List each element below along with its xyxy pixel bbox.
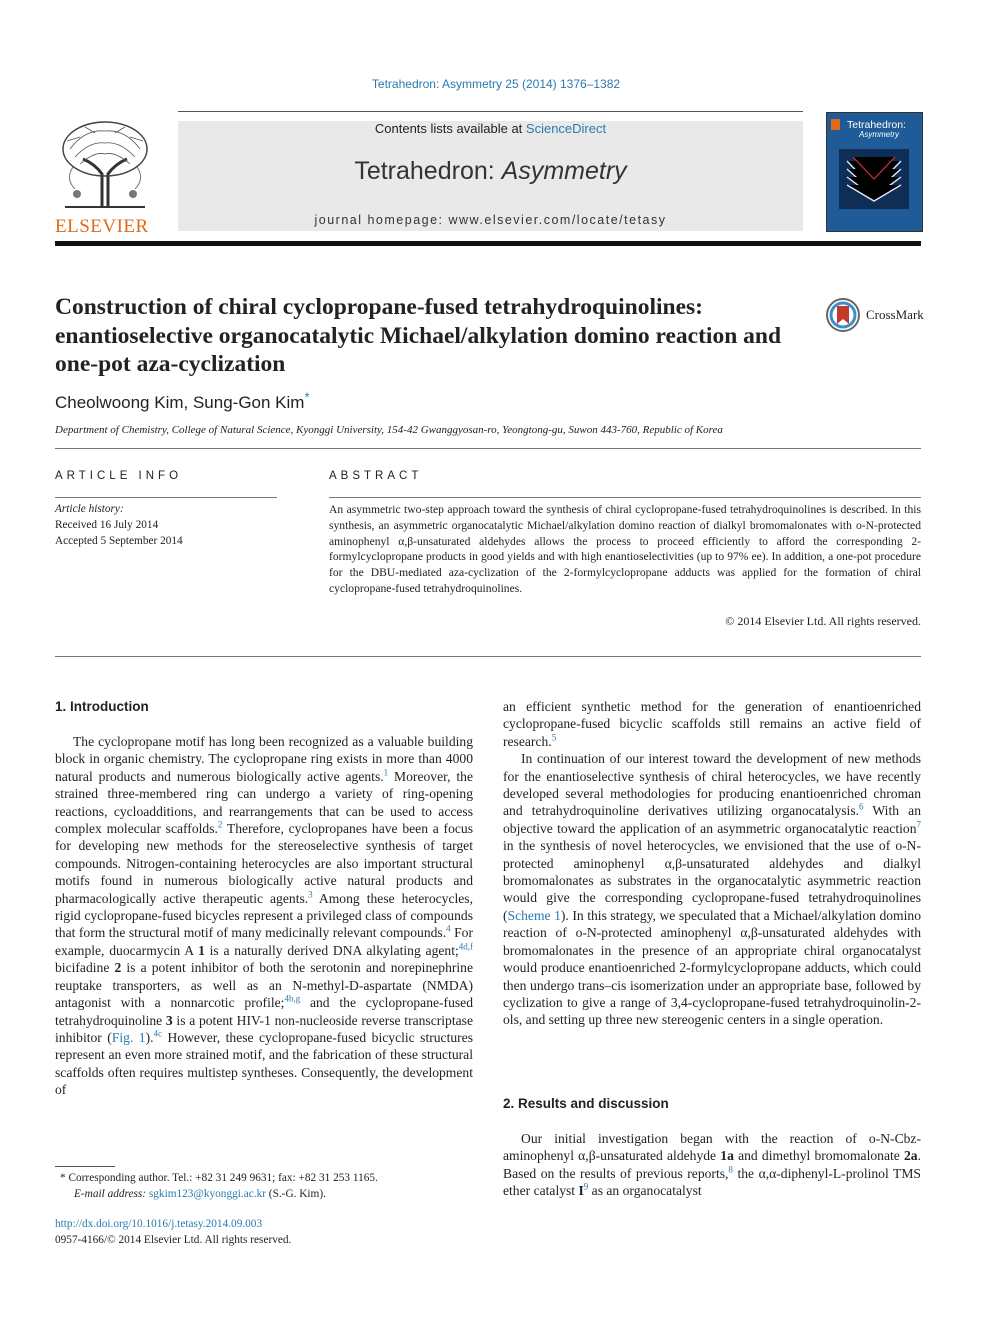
footnote-text: Corresponding author. Tel.: +82 31 249 9631; fax: +82 31 253 1165. — [65, 1172, 378, 1184]
author-names: Cheolwoong Kim, Sung-Gon Kim — [55, 393, 305, 412]
article-info-heading: ARTICLE INFO — [55, 470, 183, 482]
abstract-copyright: © 2014 Elsevier Ltd. All rights reserved. — [725, 614, 921, 628]
journal-citation[interactable]: Tetrahedron: Asymmetry 25 (2014) 1376–1382 — [371, 77, 621, 91]
ref-link[interactable]: 4 — [446, 923, 451, 934]
ref-link[interactable]: 9 — [583, 1181, 589, 1192]
cover-subtitle: Asymmetry — [859, 130, 899, 139]
results-column — [503, 1130, 921, 1200]
doi-link[interactable]: http://dx.doi.org/10.1016/j.tetasy.2014.09.003 — [55, 1218, 263, 1230]
section-2-heading: 2. Results and discussion — [503, 1096, 669, 1111]
cover-graphic-icon — [839, 149, 909, 209]
contents-prefix: Contents lists available at — [374, 121, 526, 136]
received-date: Received 16 July 2014 — [55, 519, 159, 531]
ref-link[interactable]: 5 — [551, 732, 557, 743]
figure-1-link[interactable]: Fig. 1 — [111, 1029, 146, 1045]
ref-link[interactable]: 7 — [916, 819, 921, 830]
abstract-bottom-rule — [55, 656, 921, 657]
intro-paragraph-1: The cyclopropane motif has long been recognized as a valuable building block in organic chemistry. The cyclopropane ring exists in more than 4000 natural products and numerous biologically active agents.$^1$ Moreover, the strained three-membered ring can undergo a variety of ring-opening reactions, cycloadditions, and rearrangements that can be used to access complex molecular scaffolds.$^2$ Therefore, cyclopropanes have been a focus for developing new methods for the stereoselective synthesis of target compounds. Nitrogen-containing heterocycles are also important structural motifs found in numerous biologically active natural products and pharmacologically active therapeutic agents.$^3$ Among these heterocycles, rigid cyclopropane-fused bicycles represent a privileged class of compounds that form the structural motif of many medicinally relevant compounds.$^4$ For example, duocarmycin A 1 is a naturally derived DNA alkylating agent;$^{4d,f}$ bicifadine 2 is a potent inhibitor of both the serotonin and norepinephrine reuptake transporters, as well as an N-methyl-D-aspartate (NMDA) antagonist with a nonnarcotic profile;$^{4b,g}$ and the cyclopropane-fused tetrahydroquinoline 3 is a potent HIV-1 non-nucleoside reverse transcriptase inhibitor (Fig. 1).$^{4c}$ However, these cyclopropane-fused bicyclic structures represent an even more strained motif, and the fabrication of these structural scaffolds often requires multistep syntheses. Consequently, the development of — [55, 734, 473, 1098]
elsevier-tree-icon — [55, 119, 155, 211]
author-line — [55, 389, 310, 413]
ref-link[interactable]: 3 — [308, 889, 313, 900]
header-top-rule — [178, 111, 803, 112]
issn-line: 0957-4166/© 2014 Elsevier Ltd. All rights reserved. — [55, 1234, 292, 1246]
corresponding-author-mark[interactable]: * — [304, 389, 310, 405]
affiliation-rule — [55, 448, 921, 449]
ref-link[interactable]: 4c — [153, 1028, 163, 1039]
email-label: E-mail address: — [74, 1188, 149, 1200]
results-paragraph-1: Our initial investigation began with the reaction of o-N-Cbz-aminophenyl α,β-unsaturated aldehyde 1a and dimethyl bromomalonate 2a. Based on the results of previous reports,$^8$ the α,α-diphenyl-L-prolinol TMS ether catalyst $I^9$ as an organocatalyst — [503, 1131, 921, 1199]
ref-link[interactable]: 4d,f — [458, 941, 473, 952]
ref-link[interactable]: 6 — [859, 801, 864, 812]
history-label: Article history: — [55, 503, 124, 515]
email-link[interactable]: sgkim123@kyonggi.ac.kr — [148, 1188, 266, 1200]
crossmark-badge[interactable] — [826, 298, 924, 334]
scheme-1-link[interactable]: Scheme 1 — [507, 907, 561, 923]
ref-link[interactable]: 2 — [217, 819, 223, 830]
journal-name: Tetrahedron: Asymmetry — [354, 157, 627, 185]
doi-block — [55, 1216, 291, 1248]
journal-cover — [826, 112, 923, 232]
journal-homepage[interactable]: journal homepage: www.elsevier.com/locate/tetasy — [314, 213, 667, 227]
ref-link[interactable]: 1 — [383, 767, 389, 778]
abstract-heading: ABSTRACT — [329, 470, 423, 482]
intro-paragraph-2: In continuation of our interest toward the development of new methods for the enantioselective synthesis of chiral heterocycles, we have recently developed several methodologies for producing enantioenriched chroman and tetrahydroquinoline derivatives utilizing organocatalysis.$^6$ With an objective toward the application of an asymmetric organocatalytic reaction$^7$ in the synthesis of novel heterocycles, we envisioned that the use of o-N-protected aminophenyl α,β-unsaturated aldehydes and dialkyl bromomalonates as substrates in the organocatalytic asymmetric reaction would give the corresponding cyclopropane-fused tetrahydroquinolines (Scheme 1). In this strategy, we speculated that a Michael/alkylation domino reaction of o-N-protected aminophenyl α,β-unsaturated aldehydes with bromomalonates in the presence of an appropriate chiral organocatalyst would produce enantioenriched 2-formylcyclopropane adducts, which could then undergo trans–cis isomerization under an appropriate base, followed by cyclization to give a range of 3,4-cyclopropane-fused tetrahydroquinolin-2-ols, and setting up three new stereogenic centers in a single operation. — [503, 751, 922, 1028]
crossmark-label: CrossMark — [866, 307, 924, 322]
footnote-rule — [55, 1166, 115, 1167]
ref-link[interactable]: 8 — [728, 1164, 733, 1175]
ref-link[interactable]: 4b,g — [284, 993, 301, 1004]
accepted-date: Accepted 5 September 2014 — [55, 535, 183, 547]
affiliation: Department of Chemistry, College of Natural Science, Kyonggi University, 154-42 Gwanggyosan-ro, Yeongtong-gu, Suwon 443-760, Republic of Korea — [55, 424, 723, 436]
article-title: Construction of chiral cyclopropane-fused tetrahydroquinolines: enantioselective organocatalytic Michael/alkylation domino reaction and one-pot aza-cyclization — [55, 294, 782, 377]
footnote-mark: * — [60, 1172, 66, 1184]
sciencedirect-link[interactable]: ScienceDirect — [525, 121, 607, 136]
intro-column-right — [503, 698, 921, 1029]
section-1-heading: 1. Introduction — [55, 699, 149, 714]
email-suffix: (S.-G. Kim). — [265, 1188, 326, 1200]
article-info-rule — [55, 497, 277, 498]
intro-column-left — [55, 733, 473, 1099]
abstract-rule — [329, 497, 921, 498]
elsevier-logo — [55, 119, 155, 237]
crossmark-icon — [826, 298, 860, 332]
intro-paragraph-1-continued: an efficient synthetic method for the generation of enantioenriched cyclopropane-fused bicyclic scaffolds still remains an active field of research.$^5$ — [503, 699, 921, 749]
article-history — [55, 501, 183, 549]
header-bottom-rule — [55, 241, 921, 246]
abstract-text: An asymmetric two-step approach toward the synthesis of chiral cyclopropane-fused tetrahydroquinolines is described. In this synthesis, an asymmetric organocatalytic Michael/alkylation domino reaction of dialkyl bromomalonates with o-N-protected aminophenyl α,β-unsaturated aldehydes allows the process to proceed efficiently to afford the corresponding 2-formylcyclopropane products in good yields and with high enantioselectivities (up to 97% ee). In addition, a one-pot procedure for the DBU-mediated aza-cyclization of the 2-formylcyclopropane adducts was applied for the formation of chiral cyclopropane-fused tetrahydroquinolines. — [329, 503, 921, 595]
cover-badge-icon — [831, 119, 840, 130]
cover-title: Tetrahedron: — [847, 119, 906, 131]
contents-line — [178, 121, 803, 136]
elsevier-wordmark: ELSEVIER — [55, 216, 149, 237]
footnote — [60, 1170, 480, 1202]
